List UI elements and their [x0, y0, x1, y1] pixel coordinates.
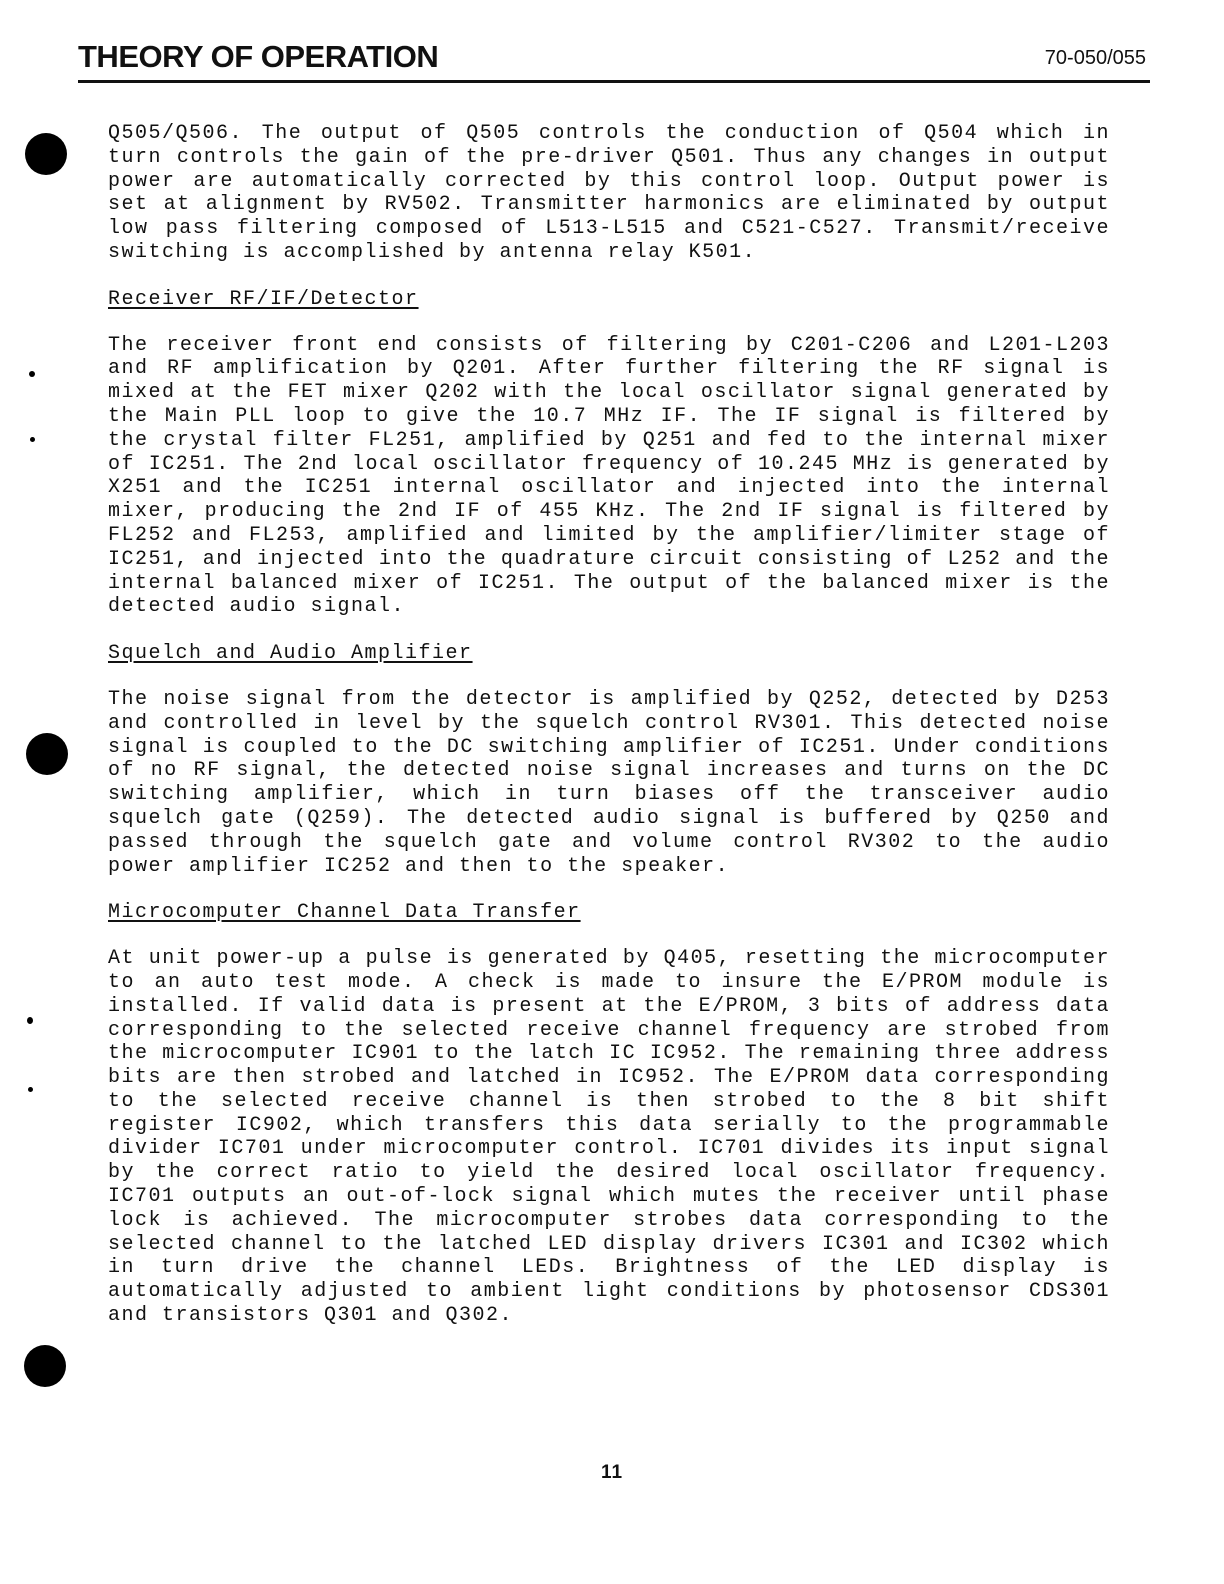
- paragraph-squelch: The noise signal from the detector is amplified by Q252, detected by D253 and controlled in level by the squelch control RV301. This detected noise signal is coupled to the DC switching amplifier of IC251. Under conditions of no RF signal, the detected noise signal increases and turns on the DC switching amplifier, which in turn biases off the transceiver audio squelch gate (Q259). The detected audio signal is buffered by Q250 and passed through the squelch gate and volume control RV302 to the audio power amplifier IC252 and then to the speaker.: [108, 687, 1110, 878]
- section-heading-microcomputer: Microcomputer Channel Data Transfer: [108, 901, 581, 925]
- paragraph-microcomputer: At unit power-up a pulse is generated by Q405, resetting the microcomputer to an auto test mode. A check is made to insure the E/PROM module is installed. If valid data is present at the E/PROM, 3 bits of address data corresponding to the selected receive channel frequency are strobed from the microcomputer IC901 to the latch IC IC952. The remaining three address bits are then strobed and latched in IC952. The E/PROM data corresponding to the selected receive channel is then strobed to the 8 bit shift register IC902, which transfers this data serially to the programmable divider IC701 under microcomputer control. IC701 divides its input signal by the correct ratio to yield the desired local oscillator frequency. IC701 outputs an out-of-lock signal which mutes the receiver until phase lock is achieved. The microcomputer strobes data corresponding to the selected channel to the latched LED display drivers IC301 and IC302 which in turn drive the channel LEDs. Brightness of the LED display is automatically adjusted to ambient light conditions by photosensor CDS301 and transistors Q301 and Q302.: [108, 947, 1110, 1328]
- margin-mark: [27, 1017, 33, 1024]
- page-title: THEORY OF OPERATION: [78, 39, 439, 74]
- document-body: [108, 122, 1110, 1328]
- page-header: [78, 38, 1150, 83]
- section-heading-receiver: Receiver RF/IF/Detector: [108, 287, 419, 311]
- section-heading-squelch: Squelch and Audio Amplifier: [108, 642, 473, 666]
- binder-hole-middle: [26, 733, 68, 775]
- binder-hole-top: [25, 133, 67, 175]
- margin-mark: [28, 1087, 33, 1092]
- paragraph-transmitter-continued: Q505/Q506. The output of Q505 controls the conduction of Q504 which in turn controls the gain of the pre-driver Q501. Thus any changes in output power are automatically corrected by this control loop. Output power is set at alignment by RV502. Transmitter harmonics are eliminated by output low pass filtering composed of L513-L515 and C521-C527. Transmit/receive switching is accomplished by antenna relay K501.: [108, 122, 1110, 264]
- margin-mark: [30, 437, 35, 442]
- page-number: 11: [600, 1462, 624, 1483]
- paragraph-receiver: The receiver front end consists of filtering by C201-C206 and L201-L203 and RF amplification by Q201. After further filtering the RF signal is mixed at the FET mixer Q202 with the local oscillator signal generated by the Main PLL loop to give the 10.7 MHz IF. The IF signal is filtered by the crystal filter FL251, amplified by Q251 and fed to the internal mixer of IC251. The 2nd local oscillator frequency of 10.245 MHz is generated by X251 and the IC251 internal oscillator and injected into the internal mixer, producing the 2nd IF of 455 KHz. The 2nd IF signal is filtered by FL252 and FL253, amplified and limited by the amplifier/limiter stage of IC251, and injected into the quadrature circuit consisting of L252 and the internal balanced mixer of IC251. The output of the balanced mixer is the detected audio signal.: [108, 333, 1110, 619]
- margin-mark: [29, 371, 35, 377]
- document-number: 70-050/055: [1044, 47, 1146, 69]
- binder-hole-bottom: [24, 1345, 66, 1387]
